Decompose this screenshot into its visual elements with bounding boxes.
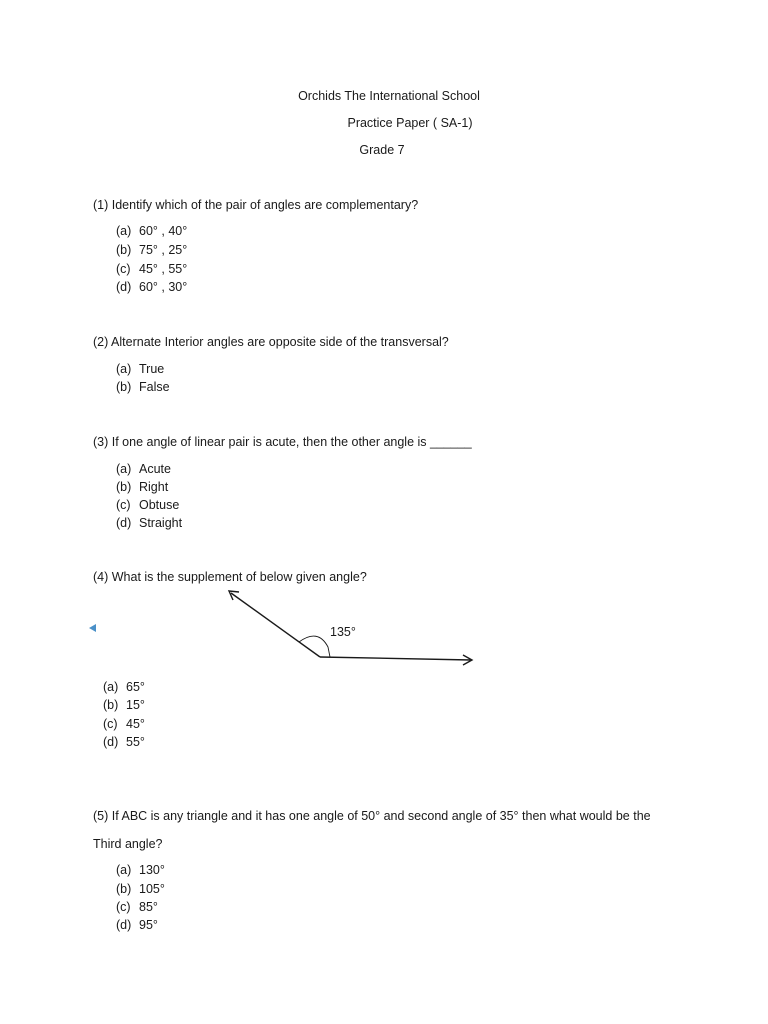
question-4-option-d: (d) 55° xyxy=(103,735,145,749)
angle-ray-right xyxy=(320,657,471,660)
question-3-option-a: (a) Acute xyxy=(116,462,171,476)
question-3-text: (3) If one angle of linear pair is acute, then the other angle is ______ xyxy=(93,435,472,449)
question-5-text: (5) If ABC is any triangle and it has one angle of 50° and second angle of 35° then what would be the xyxy=(93,809,651,823)
question-4-option-a: (a) 65° xyxy=(103,680,145,694)
paper-title: Practice Paper ( SA-1) xyxy=(347,116,473,130)
school-name: Orchids The International School xyxy=(298,89,480,103)
question-1-option-d: (d) 60° , 30° xyxy=(116,280,188,294)
question-5-option-a: (a) 130° xyxy=(116,863,165,877)
question-5-text-line2: Third angle? xyxy=(93,837,163,851)
question-5-option-b: (b) 105° xyxy=(116,882,165,896)
question-4-text: (4) What is the supplement of below given angle? xyxy=(93,570,367,584)
grade-label: Grade 7 xyxy=(359,143,405,157)
question-1-option-b: (b) 75° , 25° xyxy=(116,243,188,257)
question-2-text: (2) Alternate Interior angles are opposite side of the transversal? xyxy=(93,335,449,349)
question-3-option-c: (c) Obtuse xyxy=(116,498,180,512)
question-4-option-b: (b) 15° xyxy=(103,698,145,712)
question-3-option-b: (b) Right xyxy=(116,480,169,494)
question-5-option-c: (c) 85° xyxy=(116,900,158,914)
question-5-option-d: (d) 95° xyxy=(116,918,158,932)
question-1-option-c: (c) 45° , 55° xyxy=(116,262,188,276)
question-1-text: (1) Identify which of the pair of angles are complementary? xyxy=(93,198,419,212)
question-4-option-c: (c) 45° xyxy=(103,717,145,731)
question-2-option-a: (a) True xyxy=(116,362,165,376)
marker-icon xyxy=(89,624,96,632)
question-2-option-b: (b) False xyxy=(116,380,170,394)
angle-label: 135° xyxy=(330,625,356,639)
question-1-option-a: (a) 60° , 40° xyxy=(116,224,188,238)
question-3-option-d: (d) Straight xyxy=(116,516,183,530)
angle-ray-upper xyxy=(231,593,320,657)
